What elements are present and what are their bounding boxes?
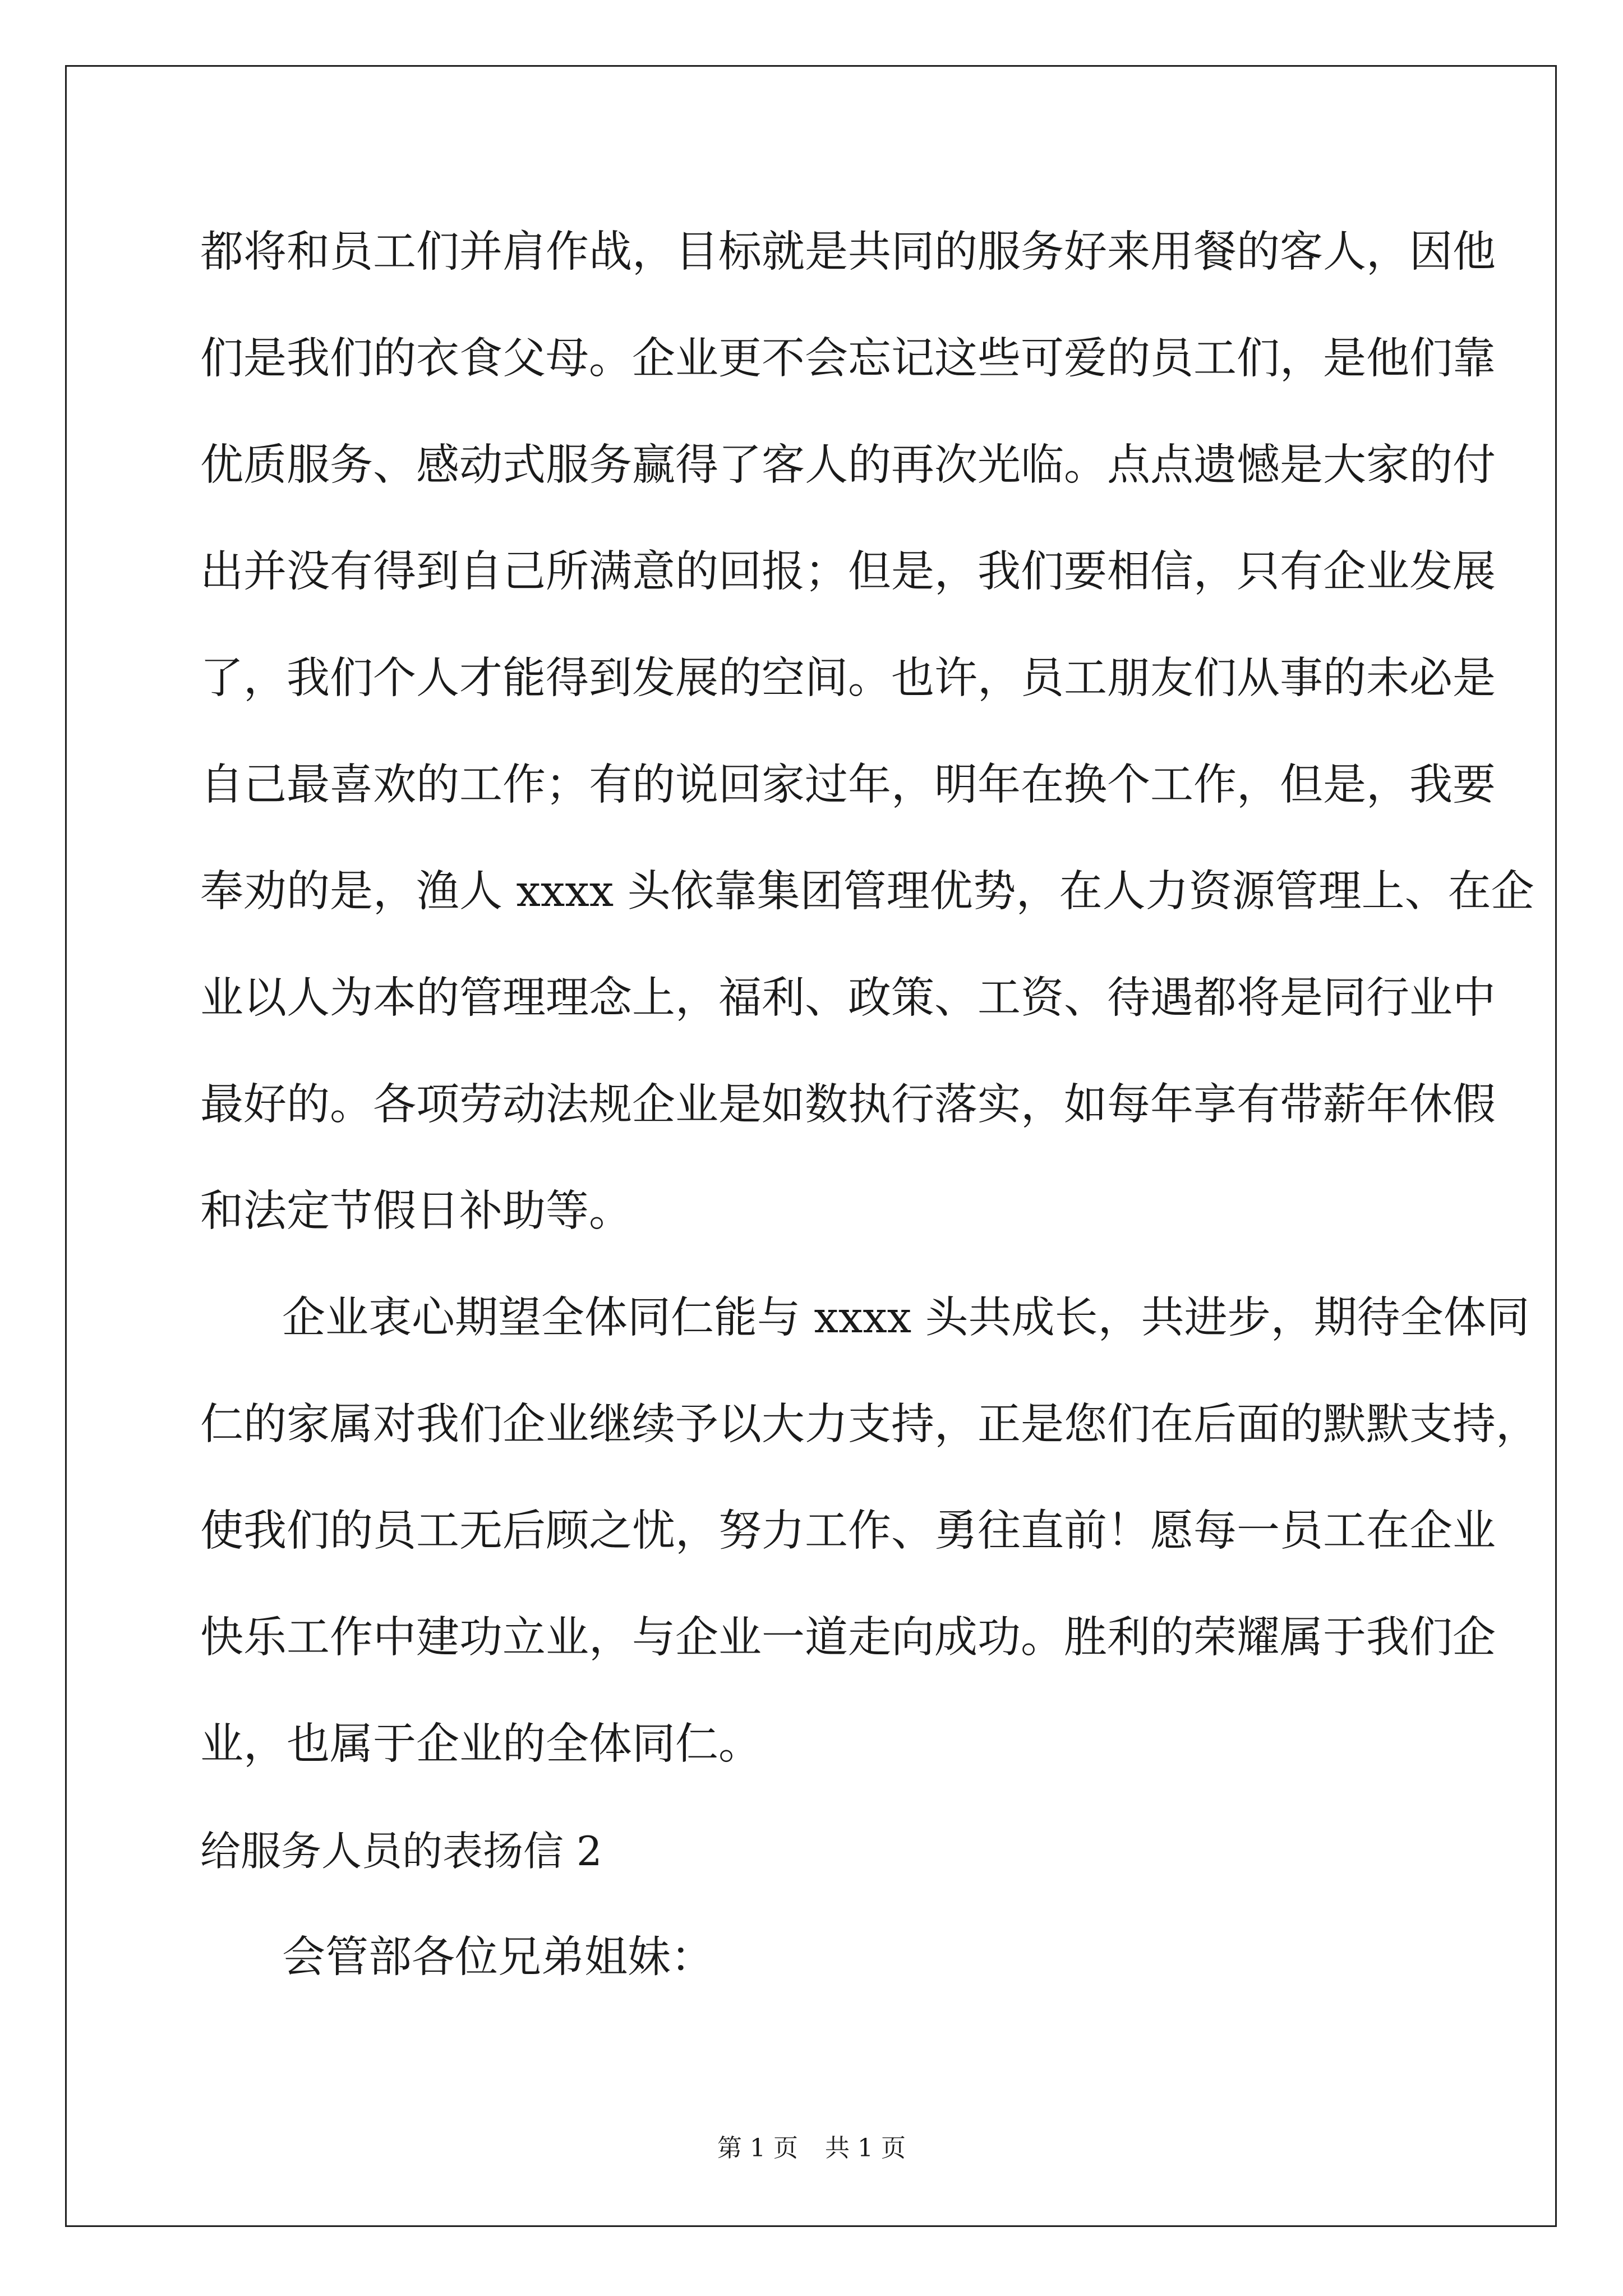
text-line: 们是我们的衣食父母。企业更不会忘记这些可爱的员工们，是他们靠 xyxy=(200,334,1496,384)
text-line: 了，我们个人才能得到发展的空间。也许，员工朋友们从事的未必是 xyxy=(200,654,1496,703)
text-line: 优质服务、感动式服务赢得了客人的再次光临。点点遗憾是大家的付 xyxy=(200,440,1496,490)
paragraph-start-line: 企业衷心期望全体同仁能与 xxxx 头共成长，共进步，期待全体同 xyxy=(282,1293,1530,1343)
text-line: 业以人为本的管理理念上，福利、政策、工资、待遇都将是同行业中 xyxy=(200,973,1496,1023)
text-line: 奉劝的是，渔人 xxxx 头依靠集团管理优势，在人力资源管理上、在企 xyxy=(200,867,1534,917)
text-line: 和法定节假日补助等。 xyxy=(200,1186,632,1236)
text-line: 业，也属于企业的全体同仁。 xyxy=(200,1719,762,1769)
page-footer xyxy=(0,2132,1623,2165)
page-number: 第 1 页 xyxy=(717,2134,798,2162)
page-total: 共 1 页 xyxy=(825,2134,906,2162)
text-line: 仁的家属对我们企业继续予以大力支持，正是您们在后面的默默支持， xyxy=(200,1400,1539,1450)
text-line: 最好的。各项劳动法规企业是如数执行落实，如每年享有带薪年休假 xyxy=(200,1080,1496,1130)
salutation-line: 会管部各位兄弟姐妹： xyxy=(282,1932,714,1982)
text-line: 出并没有得到自己所满意的回报；但是，我们要相信，只有企业发展 xyxy=(200,547,1496,597)
document-body xyxy=(200,219,1539,2031)
section-heading: 给服务人员的表扬信 2 xyxy=(200,1828,602,1875)
text-line: 自己最喜欢的工作；有的说回家过年，明年在换个工作，但是，我要 xyxy=(200,760,1496,810)
text-line: 都将和员工们并肩作战，目标就是共同的服务好来用餐的客人，因他 xyxy=(200,227,1496,277)
text-line: 快乐工作中建功立业，与企业一道走向成功。胜利的荣耀属于我们企 xyxy=(200,1613,1496,1663)
text-line: 使我们的员工无后顾之忧，努力工作、勇往直前！愿每一员工在企业 xyxy=(200,1506,1496,1556)
